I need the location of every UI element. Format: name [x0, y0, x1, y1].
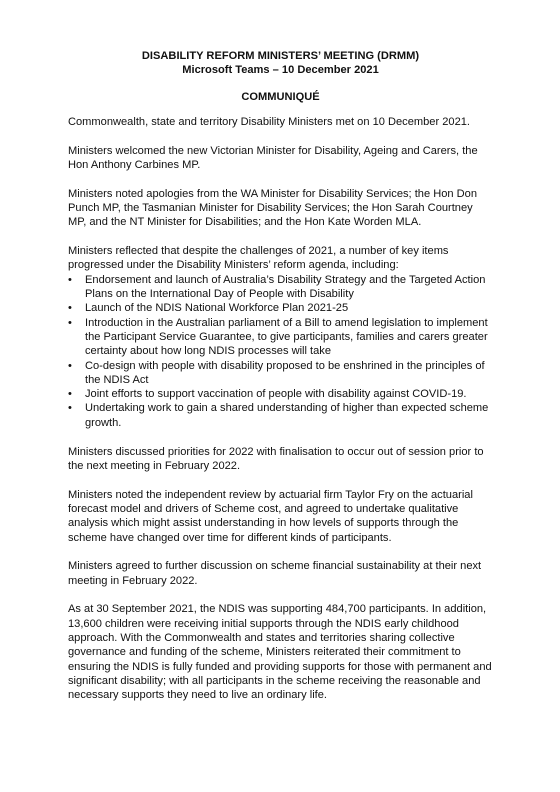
reform-items-list [68, 273, 493, 430]
bullet-icon: • [68, 388, 72, 401]
paragraph-apologies: Ministers noted apologies from the WA Minister for Disability Services; the Hon Don Punch MP, the Tasmanian Minister for Disability Services; the Hon Sarah Courtney MP, and the NT Minister for Disabilities; and the Hon Kate Worden MLA. [68, 187, 477, 229]
list-item-text: Launch of the NDIS National Workforce Plan 2021-25 [85, 302, 349, 315]
list-item-text: Undertaking work to gain a shared understanding of higher than expected scheme growth. [85, 402, 489, 429]
paragraph-meeting-held: Commonwealth, state and territory Disability Ministers met on 10 December 2021. [68, 115, 471, 128]
bullet-icon: • [68, 402, 72, 415]
meeting-title: DISABILITY REFORM MINISTERS’ MEETING (DRMM) [141, 50, 420, 62]
list-item [68, 359, 493, 388]
communique-document [68, 49, 493, 717]
paragraph-welcome: Ministers welcomed the new Victorian Minister for Disability, Ageing and Carers, the Hon Anthony Carbines MP. [68, 144, 478, 171]
meeting-subtitle: Microsoft Teams – 10 December 2021 [182, 64, 379, 77]
list-item-text: Introduction in the Australian parliament of a Bill to amend legislation to implement the Participant Service Guarantee, to give participants, families and carers greater certainty about how long NDIS processes will take [85, 316, 488, 358]
document-type-heading: COMMUNIQUÉ [241, 90, 320, 103]
paragraph-ndis-participants: As at 30 September 2021, the NDIS was supporting 484,700 participants. In addition, 13,600 children were receiving initial supports through the NDIS early childhood approach. With the Commonwealth and states and territories sharing collective governance and funding of the scheme, Ministers reiterated their commitment to ensuring the NDIS is fully funded and providing supports for those with permanent and significant disability; with all participants in the scheme receiving the reasonable and necessary supports they need to live an ordinary life. [68, 603, 492, 702]
list-item [68, 316, 493, 359]
paragraph-reform-agenda: Ministers reflected that despite the challenges of 2021, a number of key items progressed under the Disability Ministers’ reform agenda, including: [68, 245, 449, 272]
list-item-text: Endorsement and launch of Australia’s Disability Strategy and the Targeted Action Plans on the International Day of People with Disability [85, 273, 486, 301]
bullet-icon: • [68, 316, 72, 329]
list-item [68, 273, 493, 302]
bullet-icon: • [68, 359, 72, 372]
paragraph-priorities-2022: Ministers discussed priorities for 2022 with finalisation to occur out of session prior to the next meeting in February 2022. [68, 445, 484, 472]
bullet-icon: • [68, 302, 72, 315]
paragraph-actuarial-review: Ministers noted the independent review by actuarial firm Taylor Fry on the actuarial forecast model and drivers of Scheme cost, and agreed to undertake qualitative analysis which might assist understanding in how levels of supports through the scheme have changed over time for different kinds of participants. [68, 488, 473, 544]
document-header [68, 49, 493, 78]
list-item-text: Joint efforts to support vaccination of people with disability against COVID-19. [85, 388, 467, 401]
paragraph-financial-sustainability: Ministers agreed to further discussion on scheme financial sustainability at their next meeting in February 2022. [68, 560, 482, 587]
list-item [68, 387, 493, 401]
list-item [68, 301, 493, 315]
list-item [68, 401, 493, 430]
list-item-text: Co-design with people with disability proposed to be enshrined in the principles of the NDIS Act [85, 359, 485, 386]
bullet-icon: • [68, 273, 72, 286]
